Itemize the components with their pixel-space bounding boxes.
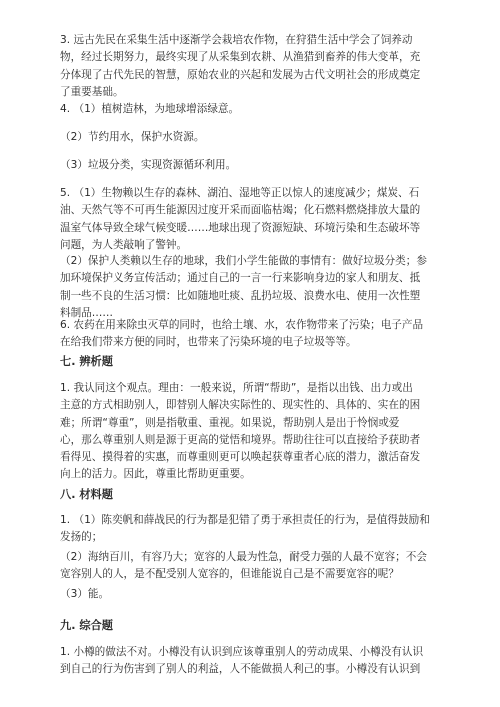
text-line: 发扬的； <box>60 531 103 544</box>
answer-5-1-paragraph <box>60 185 443 254</box>
text-line: 4. （1）植树造林，为地球增添绿意。 <box>60 103 240 115</box>
text-line: 分体现了古代先民的智慧，原始农业的兴起和发展为古代文明社会的形成奠定 <box>60 68 421 81</box>
text-line: 宽容别人的人，是不配受别人宽容的，但谁能说自己是不需要宽容的呢？ <box>60 568 399 581</box>
text-line: 了重要基础。 <box>60 85 124 98</box>
section-7-answer-1-paragraph <box>60 380 443 484</box>
text-line: 向上的活力。因此，尊重比帮助更重要。 <box>60 468 251 481</box>
answer-4-2-paragraph <box>60 129 443 146</box>
text-line: 3. 远古先民在采集生活中逐渐学会栽培农作物，在狩猎生活中学会了饲养动 <box>60 34 413 46</box>
section-heading-9: 九. 综合题 <box>60 619 113 632</box>
text-line: （3）垃圾分类，实现资源循环利用。 <box>60 159 237 171</box>
text-line: 5. （1）生物赖以生存的森林、湖泊、湿地等正以惊人的速度减少；煤炭、石 <box>60 187 420 199</box>
text-line: （2）节约用水，保护水资源。 <box>60 131 205 143</box>
text-line: 难；所谓“尊重”，则是指敬重、重视。如果说，帮助别人是出于怜悯或爱 <box>60 416 400 429</box>
answer-4-1-paragraph <box>60 101 443 118</box>
text-line: 6. 农药在用来除虫灭草的同时，也给土壤、水，农作物带来了污染；电子产品 <box>60 319 424 331</box>
text-line: 1. 小樽的做法不对。小樽没有认识到应该尊重别人的劳动成果、小樽没有认识 <box>60 646 424 658</box>
text-line: （2）海纳百川，有容乃大；宽容的人最为性急，耐受力强的人最不宽容；不会 <box>60 551 427 563</box>
text-line: 温室气体导致全球气候变暖……地球出现了资源短缺、环境污染和生态破坏等 <box>60 221 421 234</box>
text-line: 看得见、摸得着的实惠，而尊重则更可以唤起获尊重者心底的潜力，激活奋发 <box>60 451 421 464</box>
answer-3-paragraph <box>60 32 443 101</box>
text-line: 加环境保护义务宣传活动；通过自己的一言一行来影响身边的家人和朋友、抵 <box>60 272 421 285</box>
section-heading-7: 七. 辨析题 <box>60 355 113 368</box>
text-line: 1. 我认同这个观点。理由：一般来说，所谓“帮助”，是指以出钱、出力或出 <box>60 382 413 394</box>
answer-4-3-paragraph <box>60 157 443 174</box>
section-8-answer-2-paragraph <box>60 549 443 584</box>
answer-6-paragraph <box>60 317 443 352</box>
text-line: 心，那么尊重别人则是源于更高的觉悟和境界。帮助往往可以直接给予获助者 <box>60 433 421 446</box>
section-8-answer-1-paragraph <box>60 512 443 547</box>
text-line: 制一些不良的生活习惯：比如随地吐痰、乱扔垃圾、浪费水电、使用一次性塑 <box>60 289 421 302</box>
text-line: 到自己的行为伤害到了别人的利益，人不能做损人利己的事。小樽没有认识到 <box>60 663 421 676</box>
text-line: 在给我们带来方便的同时，也带来了污染环境的电子垃圾等等。 <box>60 336 357 349</box>
text-line: 问题，为人类敲响了警钟。 <box>60 238 188 251</box>
section-9-answer-1-paragraph <box>60 644 443 679</box>
text-line: （3）能。 <box>60 588 110 600</box>
section-heading-8: 八. 材料题 <box>60 488 113 501</box>
text-line: 主意的方式相助别人，即替别人解决实际性的、现实性的、具体的、实在的困 <box>60 399 421 412</box>
text-line: 料制品…… <box>60 306 113 319</box>
text-line: 物，经过长期努力，最终实现了从采集到农耕、从渔猎到畜养的伟大变革，充 <box>60 51 421 64</box>
section-8-answer-3-paragraph <box>60 586 443 603</box>
text-line: 1. （1）陈奕帆和薛战民的行为都是犯错了勇于承担责任的行为，是值得鼓励和 <box>60 514 430 526</box>
answer-5-2-paragraph <box>60 253 443 322</box>
text-line: 油、天然气等不可再生能源因过度开采而面临枯竭；化石燃料燃烧排放大量的 <box>60 204 421 217</box>
text-line: （2）保护人类赖以生存的地球，我们小学生能做的事情有：做好垃圾分类；参 <box>60 255 427 267</box>
